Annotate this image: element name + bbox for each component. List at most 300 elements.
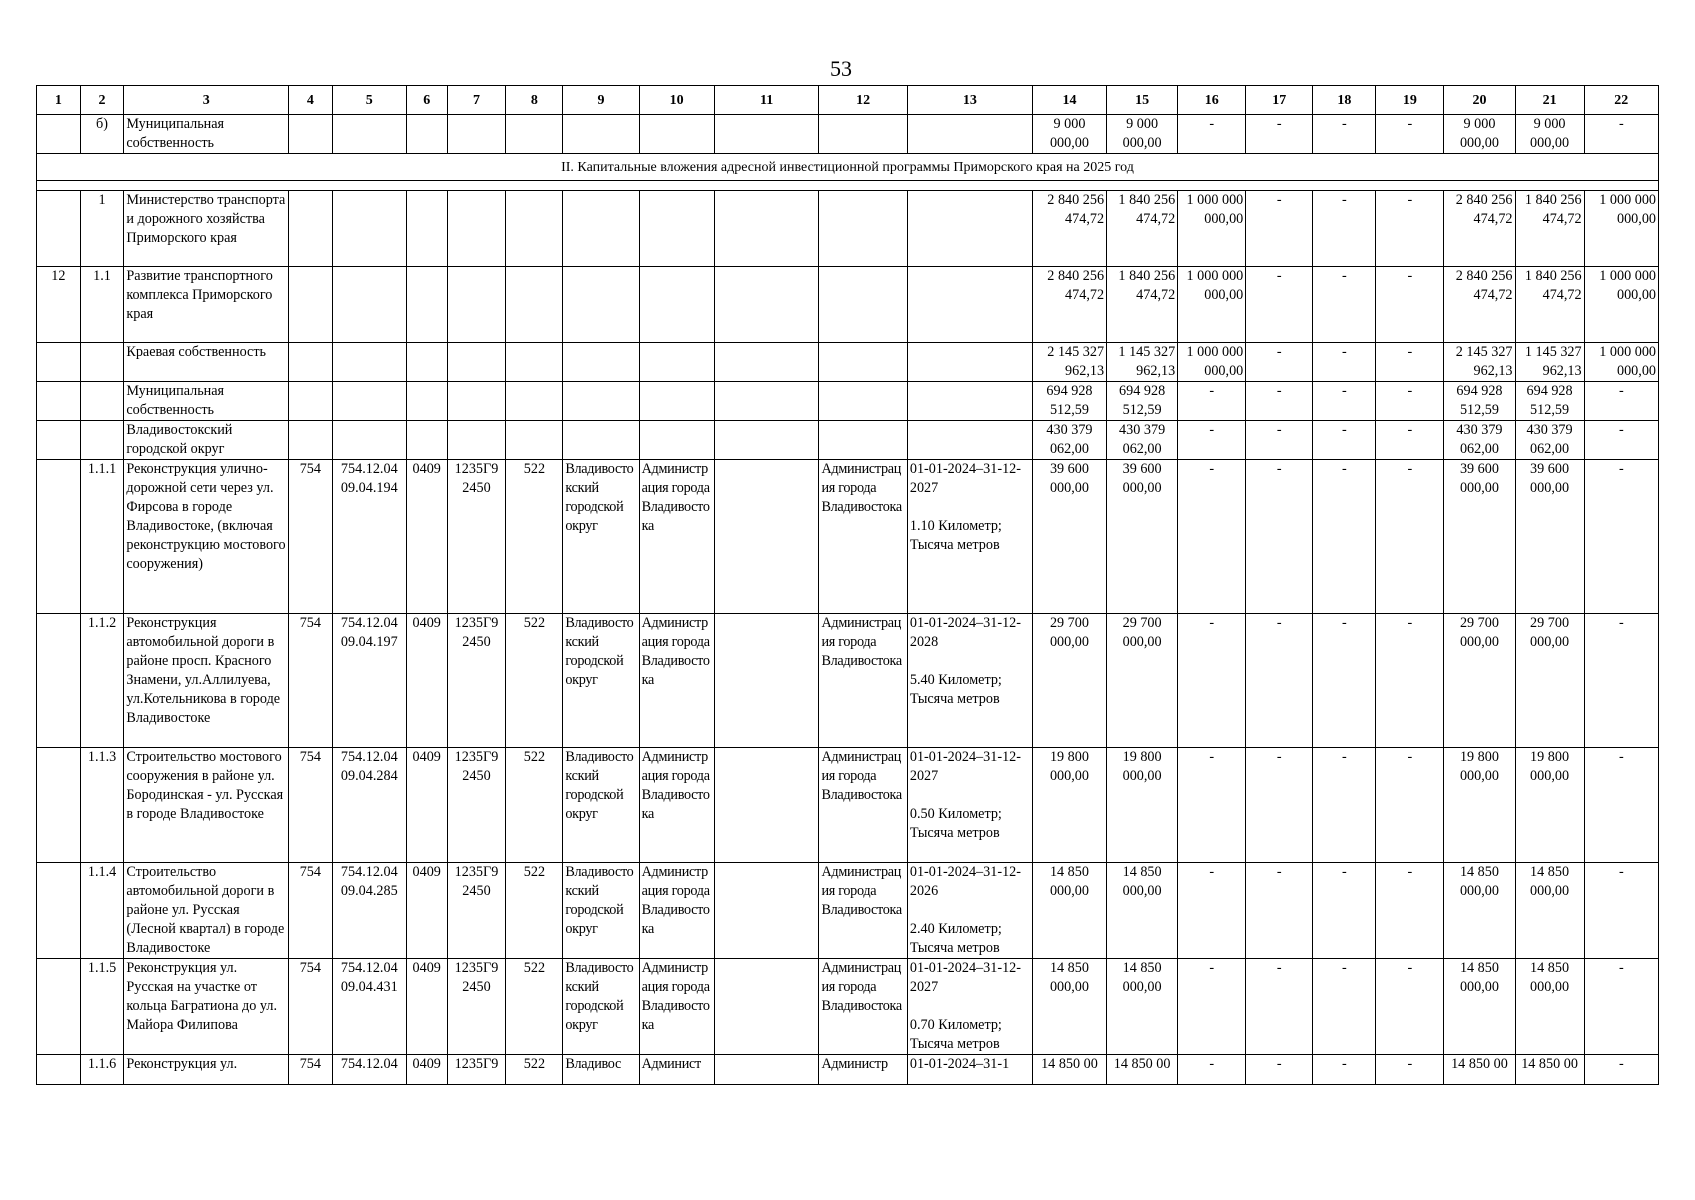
table-cell: 430 379 062,00	[1444, 421, 1515, 460]
table-cell: 1 000 000 000,00	[1178, 267, 1246, 343]
table-cell	[447, 115, 506, 154]
table-cell	[907, 421, 1032, 460]
table-cell: 19 800 000,00	[1515, 748, 1584, 863]
table-cell: Владивостокский городской округ	[563, 863, 639, 959]
table-cell	[506, 343, 563, 382]
table-cell: Админист	[639, 1055, 714, 1085]
table-cell	[506, 421, 563, 460]
table-cell: -	[1246, 614, 1313, 748]
table-cell: 0409	[406, 748, 447, 863]
table-cell: 430 379 062,00	[1032, 421, 1106, 460]
project-name: Реконструкция ул.	[124, 1055, 289, 1085]
table-cell	[289, 382, 333, 421]
table-cell	[563, 343, 639, 382]
table-cell: 9 000 000,00	[1032, 115, 1106, 154]
table-cell: 2 145 327 962,13	[1032, 343, 1106, 382]
table-cell	[907, 267, 1032, 343]
table-cell: б)	[80, 115, 124, 154]
table-cell	[80, 421, 124, 460]
period-text: 01-01-2024–31-12-2027	[909, 749, 1021, 784]
table-cell: Владивостокский городской округ	[563, 748, 639, 863]
project-row	[37, 863, 1659, 959]
table-cell: Владивостокский городской округ	[563, 614, 639, 748]
project-number: 1.1.4	[80, 863, 124, 959]
table-cell: -	[1313, 191, 1376, 267]
table-cell	[907, 614, 1032, 748]
table-cell	[506, 267, 563, 343]
table-cell: -	[1246, 1055, 1313, 1085]
table-cell	[289, 115, 333, 154]
table-cell	[406, 343, 447, 382]
table-cell: -	[1313, 748, 1376, 863]
table-cell: -	[1178, 115, 1246, 154]
period-text: 01-01-2024–31-12-2027	[909, 960, 1021, 995]
table-cell	[506, 382, 563, 421]
table-cell: 19 800 000,00	[1107, 748, 1178, 863]
table-cell: 14 850 00	[1032, 1055, 1106, 1085]
table-cell	[289, 421, 333, 460]
table-cell	[714, 1055, 819, 1085]
table-cell: 2 840 256 474,72	[1444, 267, 1515, 343]
table-cell: 1 000 000 000,00	[1584, 343, 1658, 382]
table-cell	[80, 343, 124, 382]
header-cell: 15	[1107, 86, 1178, 115]
project-row	[37, 460, 1659, 614]
table-cell: 522	[506, 460, 563, 614]
project-row	[37, 959, 1659, 1055]
table-cell: 430 379 062,00	[1107, 421, 1178, 460]
header-cell: 7	[447, 86, 506, 115]
table-cell	[447, 421, 506, 460]
table-cell: Администрация города Владивостока	[819, 748, 907, 863]
table-cell: -	[1313, 614, 1376, 748]
table-cell: 1 840 256 474,72	[1515, 191, 1584, 267]
project-name: Строительство автомобильной дороги в районе ул. Русская (Лесной квартал) в городе Владивостоке	[124, 863, 289, 959]
table-cell: 29 700 000,00	[1032, 614, 1106, 748]
header-cell: 2	[80, 86, 124, 115]
header-cell: 4	[289, 86, 333, 115]
table-cell	[80, 382, 124, 421]
table-cell	[447, 343, 506, 382]
table-cell: -	[1313, 382, 1376, 421]
table-cell: 9 000 000,00	[1107, 115, 1178, 154]
section-row	[37, 154, 1659, 181]
table-cell: 12	[37, 267, 81, 343]
table-cell: 1 840 256 474,72	[1107, 267, 1178, 343]
table-cell: -	[1376, 115, 1444, 154]
table-cell: Администр	[819, 1055, 907, 1085]
table-cell: 2 840 256 474,72	[1032, 191, 1106, 267]
table-cell	[37, 1055, 81, 1085]
table-cell: 14 850 000,00	[1515, 863, 1584, 959]
table-cell: 522	[506, 959, 563, 1055]
table-cell: -	[1178, 614, 1246, 748]
capacity-text: 2.40 Километр; Тысяча метров	[909, 921, 1002, 956]
table-cell	[406, 382, 447, 421]
table-cell: 2 840 256 474,72	[1444, 191, 1515, 267]
table-cell: 1235Г9	[447, 1055, 506, 1085]
table-cell: 522	[506, 614, 563, 748]
table-cell: 1 840 256 474,72	[1107, 191, 1178, 267]
table-cell: 694 928 512,59	[1444, 382, 1515, 421]
table-cell	[447, 191, 506, 267]
table-cell	[907, 959, 1032, 1055]
table-cell: Администрация города Владивостока	[819, 460, 907, 614]
table-cell: 1 000 000 000,00	[1178, 343, 1246, 382]
table-cell: -	[1376, 748, 1444, 863]
table-cell: -	[1584, 460, 1658, 614]
table-row	[37, 382, 1659, 421]
table-cell: Министерство транспорта и дорожного хозяйства Приморского края	[124, 191, 289, 267]
table-cell: 1 000 000 000,00	[1178, 191, 1246, 267]
period-text: 01-01-2024–31-12-2027	[909, 461, 1021, 496]
table-cell	[639, 382, 714, 421]
project-number: 1.1.1	[80, 460, 124, 614]
table-cell: -	[1313, 460, 1376, 614]
project-number: 1.1.3	[80, 748, 124, 863]
table-cell: -	[1178, 460, 1246, 614]
table-cell: 754.12.04 09.04.431	[332, 959, 406, 1055]
table-cell: Администрация города Владивостока	[639, 959, 714, 1055]
table-cell: 14 850 000,00	[1444, 959, 1515, 1055]
table-cell: Владивостокский городской округ	[563, 959, 639, 1055]
table-cell: Муниципальная собственность	[124, 382, 289, 421]
table-cell: 1	[80, 191, 124, 267]
table-cell: 754	[289, 959, 333, 1055]
table-cell: 1235Г9 2450	[447, 959, 506, 1055]
table-body	[37, 86, 1659, 1085]
table-cell: Администрация города Владивостока	[819, 959, 907, 1055]
header-cell: 22	[1584, 86, 1658, 115]
table-cell	[639, 115, 714, 154]
table-cell	[406, 267, 447, 343]
header-cell: 1	[37, 86, 81, 115]
header-cell: 16	[1178, 86, 1246, 115]
table-cell	[907, 343, 1032, 382]
table-cell	[819, 343, 907, 382]
table-cell	[714, 115, 819, 154]
table-cell: -	[1376, 343, 1444, 382]
table-cell: -	[1376, 267, 1444, 343]
table-cell: Администрация города Владивостока	[639, 614, 714, 748]
table-cell: -	[1376, 191, 1444, 267]
table-cell	[819, 115, 907, 154]
table-cell: -	[1246, 959, 1313, 1055]
table-cell: -	[1246, 460, 1313, 614]
header-cell: 20	[1444, 86, 1515, 115]
table-cell	[332, 343, 406, 382]
table-cell	[37, 748, 81, 863]
header-cell: 8	[506, 86, 563, 115]
table-cell: 39 600 000,00	[1444, 460, 1515, 614]
table-cell: -	[1376, 959, 1444, 1055]
table-cell: -	[1246, 748, 1313, 863]
table-cell	[447, 382, 506, 421]
table-cell: 754.12.04 09.04.284	[332, 748, 406, 863]
table-row	[37, 115, 1659, 154]
table-cell	[714, 959, 819, 1055]
table-cell	[907, 115, 1032, 154]
table-cell: 522	[506, 1055, 563, 1085]
table-cell: -	[1584, 382, 1658, 421]
table-cell: 522	[506, 748, 563, 863]
table-cell: 754.12.04 09.04.285	[332, 863, 406, 959]
table-cell	[289, 343, 333, 382]
table-cell: 0409	[406, 460, 447, 614]
table-cell	[37, 343, 81, 382]
table-cell	[506, 191, 563, 267]
table-cell	[639, 343, 714, 382]
table-cell: 1.1	[80, 267, 124, 343]
header-cell: 21	[1515, 86, 1584, 115]
table-cell	[819, 267, 907, 343]
table-cell: 2 840 256 474,72	[1032, 267, 1106, 343]
header-row	[37, 86, 1659, 115]
table-cell: -	[1584, 421, 1658, 460]
table-cell	[332, 115, 406, 154]
table-cell: 39 600 000,00	[1107, 460, 1178, 614]
header-cell: 10	[639, 86, 714, 115]
table-cell: -	[1178, 421, 1246, 460]
table-cell: 0409	[406, 863, 447, 959]
project-number: 1.1.6	[80, 1055, 124, 1085]
table-cell	[37, 460, 81, 614]
table-cell: 14 850 00	[1444, 1055, 1515, 1085]
project-number: 1.1.5	[80, 959, 124, 1055]
table-cell: -	[1178, 863, 1246, 959]
table-cell	[37, 614, 81, 748]
header-cell: 13	[907, 86, 1032, 115]
table-cell: 29 700 000,00	[1444, 614, 1515, 748]
table-cell	[37, 959, 81, 1055]
table-cell: -	[1584, 959, 1658, 1055]
table-cell: -	[1584, 1055, 1658, 1085]
table-cell	[907, 191, 1032, 267]
table-cell: 754	[289, 863, 333, 959]
table-cell: -	[1376, 1055, 1444, 1085]
table-cell: -	[1246, 115, 1313, 154]
table-cell: 1235Г9 2450	[447, 863, 506, 959]
table-cell	[289, 267, 333, 343]
table-cell: -	[1584, 748, 1658, 863]
table-cell: 14 850 00	[1107, 1055, 1178, 1085]
table-cell	[37, 863, 81, 959]
period-text: 01-01-2024–31-12-2028	[909, 615, 1021, 650]
table-cell: -	[1178, 959, 1246, 1055]
table-cell: -	[1178, 748, 1246, 863]
table-cell	[332, 267, 406, 343]
table-cell: 14 850 000,00	[1032, 959, 1106, 1055]
table-cell: 14 850 000,00	[1444, 863, 1515, 959]
table-cell	[506, 115, 563, 154]
header-cell: 18	[1313, 86, 1376, 115]
table-cell: 1 000 000 000,00	[1584, 191, 1658, 267]
table-cell: 754	[289, 614, 333, 748]
table-cell: Муниципальная собственность	[124, 115, 289, 154]
project-row	[37, 1055, 1659, 1085]
table-cell	[714, 614, 819, 748]
table-cell: -	[1313, 959, 1376, 1055]
table-cell	[332, 421, 406, 460]
table-cell: -	[1246, 421, 1313, 460]
table-cell: -	[1376, 382, 1444, 421]
section-title: II. Капитальные вложения адресной инвестиционной программы Приморского края на 2025 год	[37, 154, 1659, 181]
table-cell: Владивостокский городской округ	[124, 421, 289, 460]
table-cell: 754	[289, 748, 333, 863]
table-cell: -	[1376, 421, 1444, 460]
table-cell: Администрация города Владивостока	[639, 748, 714, 863]
table-cell: Владивос	[563, 1055, 639, 1085]
period-text: 01-01-2024–31-12-2026	[909, 864, 1021, 899]
investment-program-table	[36, 85, 1659, 1085]
table-cell: 754	[289, 460, 333, 614]
table-cell: 14 850 000,00	[1107, 863, 1178, 959]
table-cell: -	[1246, 191, 1313, 267]
project-name: Строительство мостового сооружения в районе ул. Бородинская - ул. Русская в городе Владивостоке	[124, 748, 289, 863]
table-cell	[819, 421, 907, 460]
table-cell: 1 000 000 000,00	[1584, 267, 1658, 343]
table-cell: Администрация города Владивостока	[639, 460, 714, 614]
table-cell	[37, 191, 81, 267]
table-cell: 14 850 000,00	[1515, 959, 1584, 1055]
table-cell	[37, 421, 81, 460]
table-cell	[714, 191, 819, 267]
table-cell: -	[1178, 382, 1246, 421]
project-row	[37, 614, 1659, 748]
table-row	[37, 421, 1659, 460]
table-cell: -	[1313, 421, 1376, 460]
table-cell: -	[1584, 614, 1658, 748]
table-cell	[819, 191, 907, 267]
table-cell: -	[1376, 460, 1444, 614]
table-cell	[406, 421, 447, 460]
table-cell: 14 850 00	[1515, 1055, 1584, 1085]
table-cell	[714, 460, 819, 614]
table-cell: -	[1584, 115, 1658, 154]
table-cell: 1235Г9 2450	[447, 748, 506, 863]
table-cell: 1235Г9 2450	[447, 614, 506, 748]
table-cell: 19 800 000,00	[1444, 748, 1515, 863]
table-cell	[639, 267, 714, 343]
header-cell: 19	[1376, 86, 1444, 115]
table-cell: -	[1376, 614, 1444, 748]
table-cell: 694 928 512,59	[1107, 382, 1178, 421]
table-cell: 694 928 512,59	[1515, 382, 1584, 421]
table-cell: -	[1246, 267, 1313, 343]
table-cell: -	[1246, 863, 1313, 959]
project-name: Реконструкция автомобильной дороги в районе просп. Красного Знамени, ул.Аллилуева, ул.Котельникова в городе Владивостоке	[124, 614, 289, 748]
table-row	[37, 191, 1659, 267]
table-cell: 0409	[406, 1055, 447, 1085]
table-cell	[714, 382, 819, 421]
table-row	[37, 267, 1659, 343]
table-cell: Администрация города Владивостока	[639, 863, 714, 959]
table-cell	[332, 191, 406, 267]
header-cell: 6	[406, 86, 447, 115]
table-cell	[639, 191, 714, 267]
table-cell: 9 000 000,00	[1515, 115, 1584, 154]
spacer-row	[37, 181, 1659, 191]
header-cell: 3	[124, 86, 289, 115]
table-cell: 14 850 000,00	[1032, 863, 1106, 959]
table-cell: -	[1313, 863, 1376, 959]
table-row	[37, 343, 1659, 382]
table-cell	[563, 115, 639, 154]
table-cell: 1235Г9 2450	[447, 460, 506, 614]
header-cell: 17	[1246, 86, 1313, 115]
table-cell	[907, 460, 1032, 614]
table-cell: 1 145 327 962,13	[1515, 343, 1584, 382]
page-number: 53	[830, 56, 852, 81]
table-cell	[907, 382, 1032, 421]
table-cell: 39 600 000,00	[1032, 460, 1106, 614]
table-cell: 2 145 327 962,13	[1444, 343, 1515, 382]
table-cell: Администрация города Владивостока	[819, 614, 907, 748]
project-row	[37, 748, 1659, 863]
table-cell	[819, 382, 907, 421]
table-cell	[406, 115, 447, 154]
table-cell: Краевая собственность	[124, 343, 289, 382]
table-cell: Администрация города Владивостока	[819, 863, 907, 959]
table-cell	[639, 421, 714, 460]
table-cell: 29 700 000,00	[1515, 614, 1584, 748]
table-cell	[714, 343, 819, 382]
table-cell: 19 800 000,00	[1032, 748, 1106, 863]
table-cell	[406, 191, 447, 267]
header-cell: 12	[819, 86, 907, 115]
table-cell: -	[1313, 115, 1376, 154]
table-cell	[714, 267, 819, 343]
table-cell: Развитие транспортного комплекса Приморского края	[124, 267, 289, 343]
table-cell	[714, 748, 819, 863]
header-cell: 11	[714, 86, 819, 115]
table-cell	[907, 863, 1032, 959]
header-cell: 9	[563, 86, 639, 115]
table-cell: 430 379 062,00	[1515, 421, 1584, 460]
table-cell: -	[1246, 343, 1313, 382]
table-cell: 754.12.04 09.04.194	[332, 460, 406, 614]
project-name: Реконструкция ул. Русская на участке от кольца Багратиона до ул. Майора Филипова	[124, 959, 289, 1055]
project-number: 1.1.2	[80, 614, 124, 748]
table-cell	[714, 863, 819, 959]
table-cell: -	[1313, 1055, 1376, 1085]
capacity-text: 0.70 Километр; Тысяча метров	[909, 1017, 1002, 1052]
table-cell: 39 600 000,00	[1515, 460, 1584, 614]
table-cell	[332, 382, 406, 421]
table-cell: 694 928 512,59	[1032, 382, 1106, 421]
table-cell	[289, 191, 333, 267]
table-cell: 29 700 000,00	[1107, 614, 1178, 748]
table-cell: 1 840 256 474,72	[1515, 267, 1584, 343]
table-cell: 9 000 000,00	[1444, 115, 1515, 154]
table-cell: 754.12.04	[332, 1055, 406, 1085]
table-cell: -	[1178, 1055, 1246, 1085]
header-cell: 14	[1032, 86, 1106, 115]
spacer-cell	[37, 181, 1659, 191]
table-cell: -	[1313, 267, 1376, 343]
table-cell: 01-01-2024–31-1	[907, 1055, 1032, 1085]
capacity-text: 0.50 Километр; Тысяча метров	[909, 806, 1002, 841]
header-cell: 5	[332, 86, 406, 115]
table-cell: 1 145 327 962,13	[1107, 343, 1178, 382]
table-cell: -	[1246, 382, 1313, 421]
table-cell: 0409	[406, 959, 447, 1055]
table-cell: -	[1584, 863, 1658, 959]
table-cell: -	[1313, 343, 1376, 382]
table-cell: -	[1376, 863, 1444, 959]
table-cell	[563, 382, 639, 421]
table-cell: Владивостокский городской округ	[563, 460, 639, 614]
